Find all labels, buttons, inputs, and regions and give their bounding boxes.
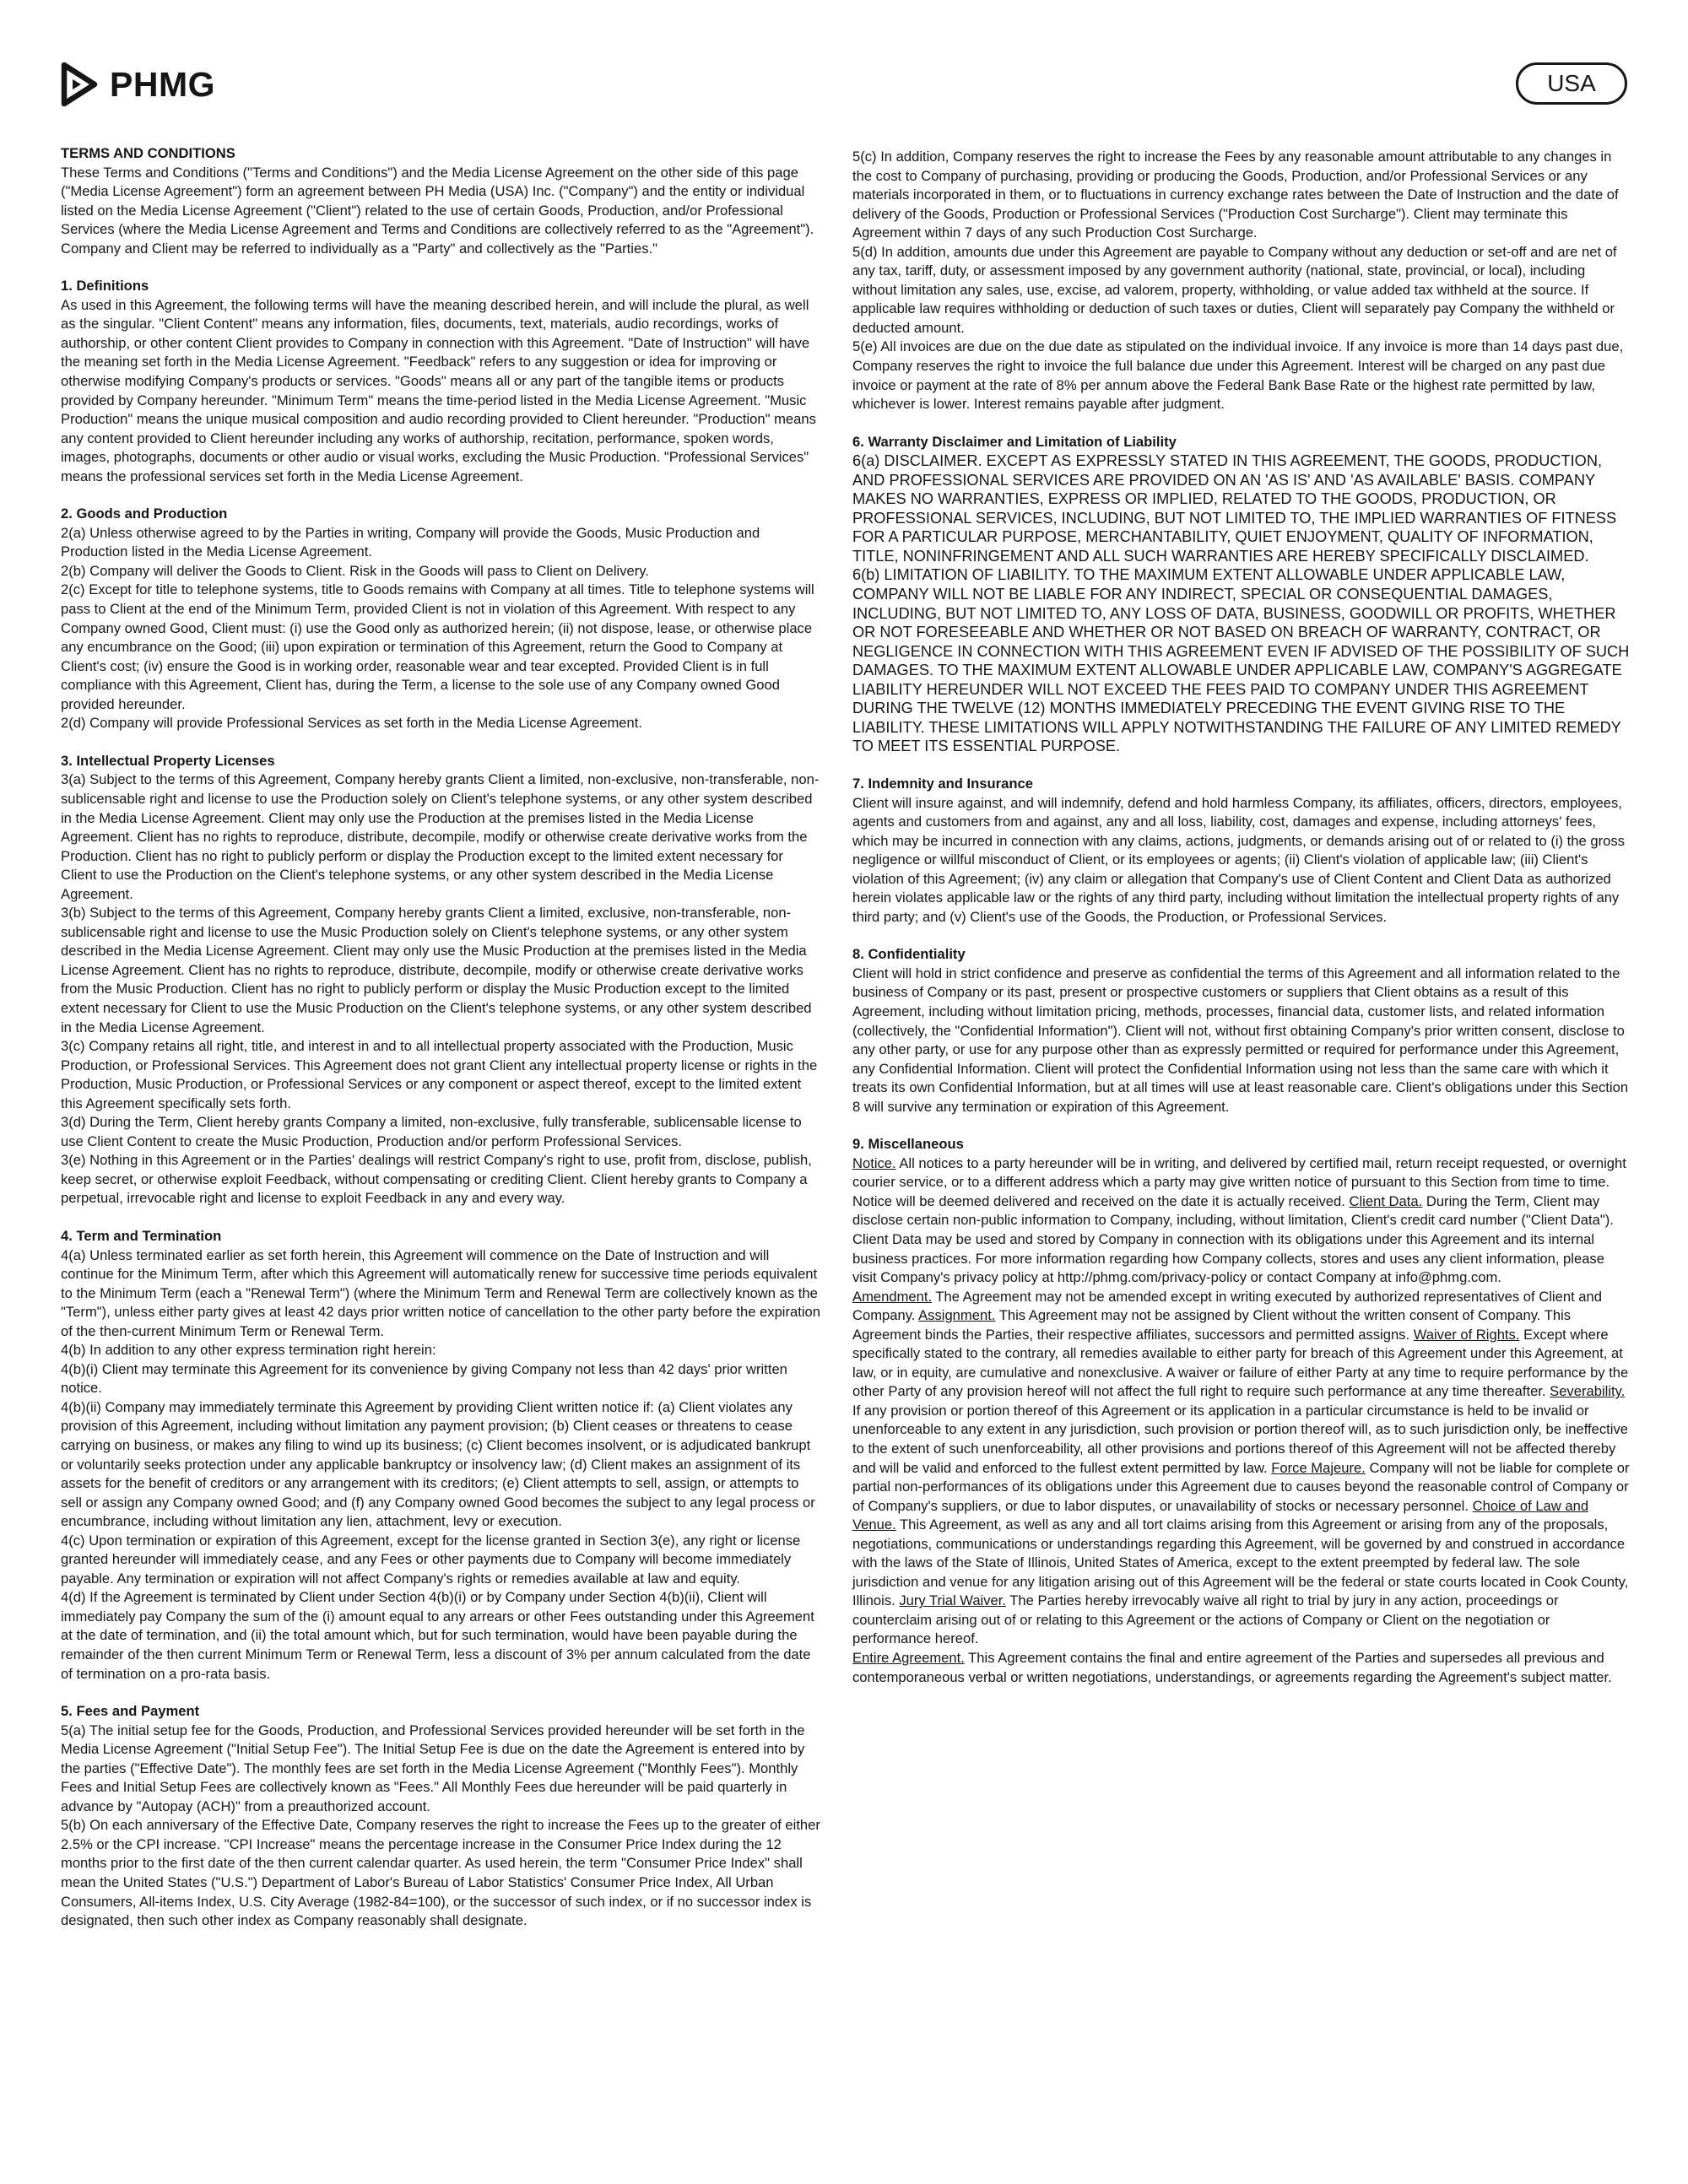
play-logo-icon [61, 62, 98, 106]
clause-2b: 2(b) Company will deliver the Goods to Client. Risk in the Goods will pass to Client on Delivery. [61, 562, 649, 579]
clause-4a: 4(a) Unless terminated earlier as set forth herein, this Agreement will commence on the Date of Instruction and will continue for the Minimum Term, after which this Agreement will automatically renew for successive time periods equivalent to the Minimum Term (each a "Renewal Term") (where the Minimum Term and Renewal Term are collectively known as the "Term"), unless either party gives at least 42 days prior written notice of cancellation to the other party before the expiration of the then-current Minimum Term or Renewal Term. [61, 1246, 821, 1339]
intro-section [61, 144, 820, 258]
assignment-label: Assignment. [918, 1307, 996, 1324]
section-body: Client will hold in strict confidence and preserve as confidential the terms of this Agreement and all information related to the business of Company or its past, present or prospective customers or suppliers that Client obtains as a result of this Agreement, including without limitation pricing, methods, processes, financial data, customer lists, and related information (collectively, the "Confidential Information"). Client will not, without first obtaining Company's prior written consent, disclose to any other party, or use for any purpose other than as expressly permitted or required for performance under this Agreement, any Confidential Information. Client will protect the Confidential Information using not less than the same care with which it treats its own Confidential Information, but at all times will use at least reasonable care. Client's obligations under this Section 8 will survive any termination or expiration of this Agreement. [852, 965, 1629, 1115]
clause-4b: 4(b) In addition to any other express termination right herein: [61, 1342, 436, 1359]
phmg-logo [61, 62, 215, 106]
clause-5b: 5(b) On each anniversary of the Effective Date, Company reserves the right to increase the Fees up to the greater of either 2.5% or the CPI increase. "CPI Increase" means the percentage increase in the Consumer Price Index during the 12 months prior to the first date of the then current calendar quarter. As used herein, the term "Consumer Price Index" shall mean the United States ("U.S.") Department of Labor's Bureau of Labor Statistics' Consumer Price Index, All Urban Consumers, All-items Index, U.S. City Average (1982-84=100), or the successor of such index, or if no successor index is designated, then such other index as Company reasonably shall designate. [61, 1817, 820, 1929]
section-ip-licenses [61, 752, 820, 1208]
client-data-label: Client Data. [1349, 1192, 1423, 1209]
amendment-label: Amendment. [852, 1288, 933, 1305]
entire-agreement-label: Entire Agreement. [852, 1650, 965, 1667]
section-heading: 2. Goods and Production [61, 505, 228, 522]
section-heading: 9. Miscellaneous [852, 1136, 964, 1153]
clause-3b: 3(b) Subject to the terms of this Agreement, Company hereby grants Client a limited, exclusive, non-transferable, non-sublicensable right and license to use the Music Production solely on Client's telephone systems, or any other system described in the Media License Agreement. Client may only use the Music Production at the premises listed in the Media License Agreement. Client has no rights to reproduce, distribute, decompile, modify or otherwise create derivative works from the Music Production. Client has no right to publicly perform or display the Music Production except to the limited extent necessary for Client to use the Music Production on the Client's telephone systems, or any other system described in the Media License Agreement. [61, 905, 812, 1035]
section-heading: 6. Warranty Disclaimer and Limitation of Liability [852, 433, 1177, 450]
clause-5e: 5(e) All invoices are due on the due date as stipulated on the individual invoice. If any invoice is more than 14 days past due, Company reserves the right to invoice the full balance due under this Agreement. Interest will be charged on any past due invoice or payment at the rate of 8% per annum above the Federal Bank Base Rate or the highest rate permitted by law, whichever is lower. Interest remains payable after judgment. [852, 338, 1624, 413]
section-warranty-liability [852, 433, 1631, 756]
notice-text: All notices to a party hereunder will be in writing, and delivered by certified mail, return receipt requested, or overnight courier service, or to a different address which a party may give written notice of pursuant to this Section from time to time. Notice will be deemed delivered and received on the date it is actually received. [852, 1154, 1626, 1209]
clause-6a: 6(a) DISCLAIMER. EXCEPT AS EXPRESSLY STATED IN THIS AGREEMENT, THE GOODS, PRODUCTION, AND PROFESSIONAL SERVICES ARE PROVIDED ON AN 'AS IS' AND 'AS AVAILABLE' BASIS. COMPANY MAKES NO WARRANTIES, EXPRESS OR IMPLIED, RELATED TO THE GOODS, PRODUCTION, OR PROFESSIONAL SERVICES, INCLUDING, BUT NOT LIMITED TO, THE IMPLIED WARRANTIES OF FITNESS FOR A PARTICULAR PURPOSE, MERCHANTABILITY, QUIET ENJOYMENT, QUALITY OF INFORMATION, TITLE, NONINFRINGEMENT AND ALL SUCH WARRANTIES ARE HEREBY SPECIFICALLY DISCLAIMED. [852, 452, 1617, 565]
clause-4b-ii: 4(b)(ii) Company may immediately terminate this Agreement by providing Client written notice if: (a) Client violates any provision of this Agreement, including without limitation any payment provision; (b) Client ceases or threatens to cease carrying on business, or makes any filing to wind up its business; (c) Client becomes insolvent, or is adjudicated bankrupt or voluntarily seeks protection under any applicable bankruptcy or insolvency law; (d) Client makes an assignment of its assets for the benefit of creditors or any arrangement with its creditors; (e) Client attempts to sell, assign, or attempts to sell or assign any Company owned Good; and (f) any Company owned Good becomes the subject to any legal process or encumbrance, including without limitation any lien, attachment, levy or execution. [61, 1398, 815, 1530]
waiver-text: Except where specifically stated to the contrary, all remedies available to either party for breach of this Agreement under this Agreement, at law, or in equity, are cumulative and nonexclusive. A waiver or failure of either Party at any time to require performance by the other Party of any provision hereof will not affect the full right to require such performance at any time thereafter. [852, 1326, 1629, 1400]
section-heading: 7. Indemnity and Insurance [852, 775, 1033, 792]
terms-body [61, 144, 1631, 2161]
client-data-text: During the Term, Client may disclose certain non-public information to Company, including, without limitation, Client's credit card number ("Client Data"). Client Data may be used and stored by Company in connection with its obligations under this Agreement and its internal business practices. For more information regarding how Company collects, stores and uses any client information, please visit Company's privacy policy at http://phmg.com/privacy-policy or contact Company at info@phmg.com. [852, 1192, 1614, 1286]
clause-6b: 6(b) LIMITATION OF LIABILITY. TO THE MAXIMUM EXTENT ALLOWABLE UNDER APPLICABLE LAW, COMPANY WILL NOT BE LIABLE FOR ANY INDIRECT, SPECIAL OR CONSEQUENTIAL DAMAGES, INCLUDING, BUT NOT LIMITED TO, ANY LOSS OF DATA, BUSINESS, GOODWILL OR PROFITS, WHETHER OR NOT FORESEEABLE AND WHETHER OR NOT BASED ON BREACH OF WARRANTY, CONTRACT, OR NEGLIGENCE IN CONNECTION WITH THIS AGREEMENT EVEN IF ADVISED OF THE POSSIBILITY OF SUCH DAMAGES. TO THE MAXIMUM EXTENT ALLOWABLE UNDER APPLICABLE LAW, COMPANY'S AGGREGATE LIABILITY HEREUNDER WILL NOT EXCEED THE FEES PAID TO COMPANY UNDER THIS AGREEMENT DURING THE TWELVE (12) MONTHS IMMEDIATELY PRECEDING THE EVENT GIVING RISE TO THE LIABILITY. THESE LIMITATIONS WILL APPLY NOTWITHSTANDING THE FAILURE OF ANY LIMITED REMEDY TO MEET ITS ESSENTIAL PURPOSE. [852, 566, 1630, 755]
section-body: As used in this Agreement, the following terms will have the meaning described herein, and will include the plural, as well as the singular. "Client Content" means any information, files, documents, text, materials, audio recordings, works of authorship, or other content Client provides to Company in connection with this Agreement. "Date of Instruction" will have the meaning set forth in the Media License Agreement. "Feedback" refers to any suggestion or idea for improving or otherwise modifying Company's products or services. "Goods" means all or any part of the tangible items or products provided by Company hereunder. "Minimum Term" means the time-period listed in the Media License Agreement. "Music Production" means the unique musical composition and audio recording provided to Client hereunder. "Production" means any content provided to Client hereunder including any works of authorship, recitation, performance, spoken words, images, photographs, documents or other audio or visual works, excluding the Music Production. "Professional Services" means the professional services set forth in the Media License Agreement. [61, 296, 816, 484]
amendment-text: The Agreement may not be amended except in writing executed by authorized representatives of Client and Company. [852, 1288, 1602, 1324]
clause-3c: 3(c) Company retains all right, title, and interest in and to all intellectual property associated with the Production, Music Production, or Professional Services. This Agreement does not grant Client any intellectual property license or rights in the Production, Music Production, or Professional Services or any component or aspect thereof, except to the limited extent this Agreement specifically sets forth. [61, 1038, 818, 1111]
logo-text: PHMG [110, 64, 215, 104]
severability-text: If any provision or portion thereof of this Agreement or its application in a particular circumstance is held to be invalid or unenforceable to any extent in any jurisdiction, such provision or portion thereof will, as to such jurisdiction only, be ineffective to the extent of such unenforceability, all other provisions and portions thereof of this Agreement will not be affected thereby and will be valid and enforced to the fullest extent permitted by law. [852, 1402, 1628, 1476]
waiver-label: Waiver of Rights. [1413, 1326, 1520, 1343]
misc-notice [852, 1154, 1631, 1288]
choice-of-law-label: Choice of Law and Venue. [852, 1497, 1589, 1533]
section-definitions [61, 277, 820, 486]
section-miscellaneous [852, 1135, 1631, 1687]
document-title: TERMS AND CONDITIONS [61, 145, 235, 161]
clause-5a: 5(a) The initial setup fee for the Goods, Production, and Professional Services provided hereunder will be set forth in the Media License Agreement ("Initial Setup Fee"). The Initial Setup Fee is due on the date the Agreement is entered into by the parties ("Effective Date"). The monthly fees are set forth in the Media License Agreement ("Monthly Fees"). Monthly Fees and Initial Setup Fees are collectively known as "Fees." All Monthly Fees due hereunder will be paid quarterly in advance by "Autopay (ACH)" from a preauthorized account. [61, 1722, 805, 1814]
section-fees-payment [61, 1702, 820, 1931]
force-majeure-text: Company will not be liable for complete or partial non-performances of its obligations under this Agreement due to causes beyond the reasonable control of Company or of Company's suppliers, or due to labor disputes, or unavailability of stocks or necessary personnel. [852, 1459, 1630, 1514]
force-majeure-label: Force Majeure. [1271, 1459, 1366, 1476]
left-column [61, 144, 820, 1949]
section-indemnity [852, 775, 1631, 927]
jury-waiver-text: The Parties hereby irrevocably waive all right to trial by jury in any action, proceedings or counterclaim arising out of or relating to this Agreement or the actions of Company or Client on the negotiation or performance hereof. [852, 1592, 1559, 1647]
clause-4b-i: 4(b)(i) Client may terminate this Agreement for its convenience by giving Company not less than 42 days' prior written notice. [61, 1360, 787, 1397]
clause-2a: 2(a) Unless otherwise agreed to by the Parties in writing, Company will provide the Goods, Music Production and Production listed in the Media License Agreement. [61, 524, 760, 560]
section-heading: 8. Confidentiality [852, 946, 966, 963]
notice-label: Notice. [852, 1154, 896, 1171]
misc-entire-agreement [852, 1649, 1631, 1687]
clause-2d: 2(d) Company will provide Professional Services as set forth in the Media License Agreement. [61, 715, 642, 732]
assignment-text: This Agreement may not be assigned by Client without the written consent of Company. This Agreement binds the Parties, their respective affiliates, successors and permitted assigns. [852, 1307, 1572, 1343]
clause-3a: 3(a) Subject to the terms of this Agreement, Company hereby grants Client a limited, non-exclusive, non-transferable, non-sublicensable right and license to use the Production solely on Client's telephone systems, or any other system described in the Media License Agreement. Client may only use the Production at the premises listed in the Media License Agreement. Client has no rights to reproduce, distribute, decompile, modify or otherwise create derivative works from the Production. Client has no right to publicly perform or display the Production except to the limited extent necessary for Client to use the Production on the Client's telephone systems, or any other system described in the Media License Agreement. [61, 771, 820, 902]
severability-label: Severability. [1550, 1383, 1626, 1400]
jury-waiver-label: Jury Trial Waiver. [899, 1592, 1006, 1609]
page-header [61, 62, 1627, 108]
clause-4d: 4(d) If the Agreement is terminated by Client under Section 4(b)(i) or by Company under Section 4(b)(ii), Client will immediately pay Company the sum of the (i) amount equal to any arrears or other Fees outstanding under this Agreement at the date of termination, and (ii) the total amount which, but for such termination, would have been payable during the remainder of the then current Minimum Term or Renewal Term, less a discount of 3% per annum calculated from the date of termination on a pro-rata basis. [61, 1589, 814, 1682]
clause-3e: 3(e) Nothing in this Agreement or in the Parties' dealings will restrict Company's right to use, profit from, disclose, publish, keep secret, or otherwise exploit Feedback, without compensating or crediting Client. Client hereby grants to Company a perpetual, irrevocable right and license to exploit Feedback in any and every way. [61, 1152, 812, 1207]
clause-5c: 5(c) In addition, Company reserves the right to increase the Fees by any reasonable amount attributable to any changes in the cost to Company of purchasing, providing or producing the Goods, Production, and/or Professional Services or any materials incorporated in them, or to fluctuations in currency exchange rates between the Date of Instruction and the date of delivery of the Goods, Production or Professional Services ("Production Cost Surcharge"). Client may terminate this Agreement within 7 days of any such Production Cost Surcharge. [852, 149, 1619, 241]
section-fees-continued [852, 148, 1631, 414]
right-column [852, 148, 1631, 1706]
section-heading: 4. Term and Termination [61, 1227, 222, 1244]
section-confidentiality [852, 945, 1631, 1116]
entire-agreement-text: This Agreement contains the final and entire agreement of the Parties and supersedes all previous and contemporaneous verbal or written negotiations, understandings, or agreements regarding the Agreement's subject matter. [852, 1650, 1612, 1685]
section-term-termination [61, 1227, 820, 1684]
intro-paragraph: These Terms and Conditions ("Terms and Conditions") and the Media License Agreement on the other side of this page ("Media License Agreement") form an agreement between PH Media (USA) Inc. ("Company") and the entity or individual listed on the Media License Agreement ("Client") related to the use of certain Goods, Production, and/or Professional Services (where the Media License Agreement and Terms and Conditions are collectively referred to as the "Agreement"). Company and Client may be referred to individually as a "Party" and collectively as the "Parties." [61, 164, 814, 257]
clause-2c: 2(c) Except for title to telephone systems, title to Goods remains with Company at all times. Title to telephone systems will pass to Client at the end of the Minimum Term, provided Client is not in violation of this Agreement. With respect to any Company owned Good, Client must: (i) use the Good only as authorized herein; (ii) not dispose, lease, or otherwise place any encumbrance on the Good; (iii) upon expiration or termination of this Agreement, return the Good to Company at Client's cost; (iv) ensure the Good is in working order, reasonable wear and tear excepted. Provided Client is in full compliance with this Agreement, Client has, during the Term, a license to the sole use of any Company owned Good provided hereunder. [61, 581, 814, 712]
choice-of-law-text: This Agreement, as well as any and all tort claims arising from this Agreement or arising from any of the proposals, negotiations, communications or understandings regarding this Agreement, will be governed by and construed in accordance with the laws of the State of Illinois, United States of America, except to the extent preempted by federal law. The sole jurisdiction and venue for any litigation arising out of this Agreement will be the federal or state courts located in Cook County, Illinois. [852, 1516, 1629, 1609]
section-heading: 5. Fees and Payment [61, 1703, 200, 1720]
clause-3d: 3(d) During the Term, Client hereby grants Company a limited, non-exclusive, fully transferable, sublicensable license to use Client Content to create the Music Production, Production and/or perform Professional Services. [61, 1114, 802, 1149]
misc-amendment [852, 1288, 1631, 1649]
section-goods-production [61, 505, 820, 733]
clause-5d: 5(d) In addition, amounts due under this Agreement are payable to Company without any deduction or set-off and are net of any tax, tariff, duty, or assessment imposed by any government authority (national, state, provincial, or local), including without limitation any sales, use, excise, ad valorem, property, withholding, or value added tax withheld at the source. If applicable law requires withholding or deduction of such taxes or duties, Client will separately pay Company the withheld or deducted amount. [852, 243, 1617, 336]
clause-4c: 4(c) Upon termination or expiration of this Agreement, except for the license granted in Section 3(e), any right or license granted hereunder will immediately cease, and any Fees or other payments due to Company will become immediately payable. Any termination or expiration will not affect Company's rights or remedies available at law and equity. [61, 1532, 801, 1587]
region-badge: USA [1516, 62, 1627, 105]
section-heading: 1. Definitions [61, 278, 149, 295]
section-heading: 3. Intellectual Property Licenses [61, 752, 275, 769]
section-body: Client will insure against, and will indemnify, defend and hold harmless Company, its affiliates, officers, directors, employees, agents and customers from and against, any and all loss, liability, cost, damages and expense, including attorneys' fees, which may be incurred in connection with any claims, actions, judgments, or demands arising out of or related to (i) the gross negligence or willful misconduct of Client, or its employees or agents; (ii) Client's violation of applicable law; (iii) Client's violation of this Agreement; (iv) any claim or allegation that Company's use of Client Content and Client Data as authorized herein violates applicable law or the rights of any third party, including without limitation the intellectual property rights of any third party; and (v) Client's use of the Goods, the Production, or Professional Services. [852, 794, 1625, 925]
